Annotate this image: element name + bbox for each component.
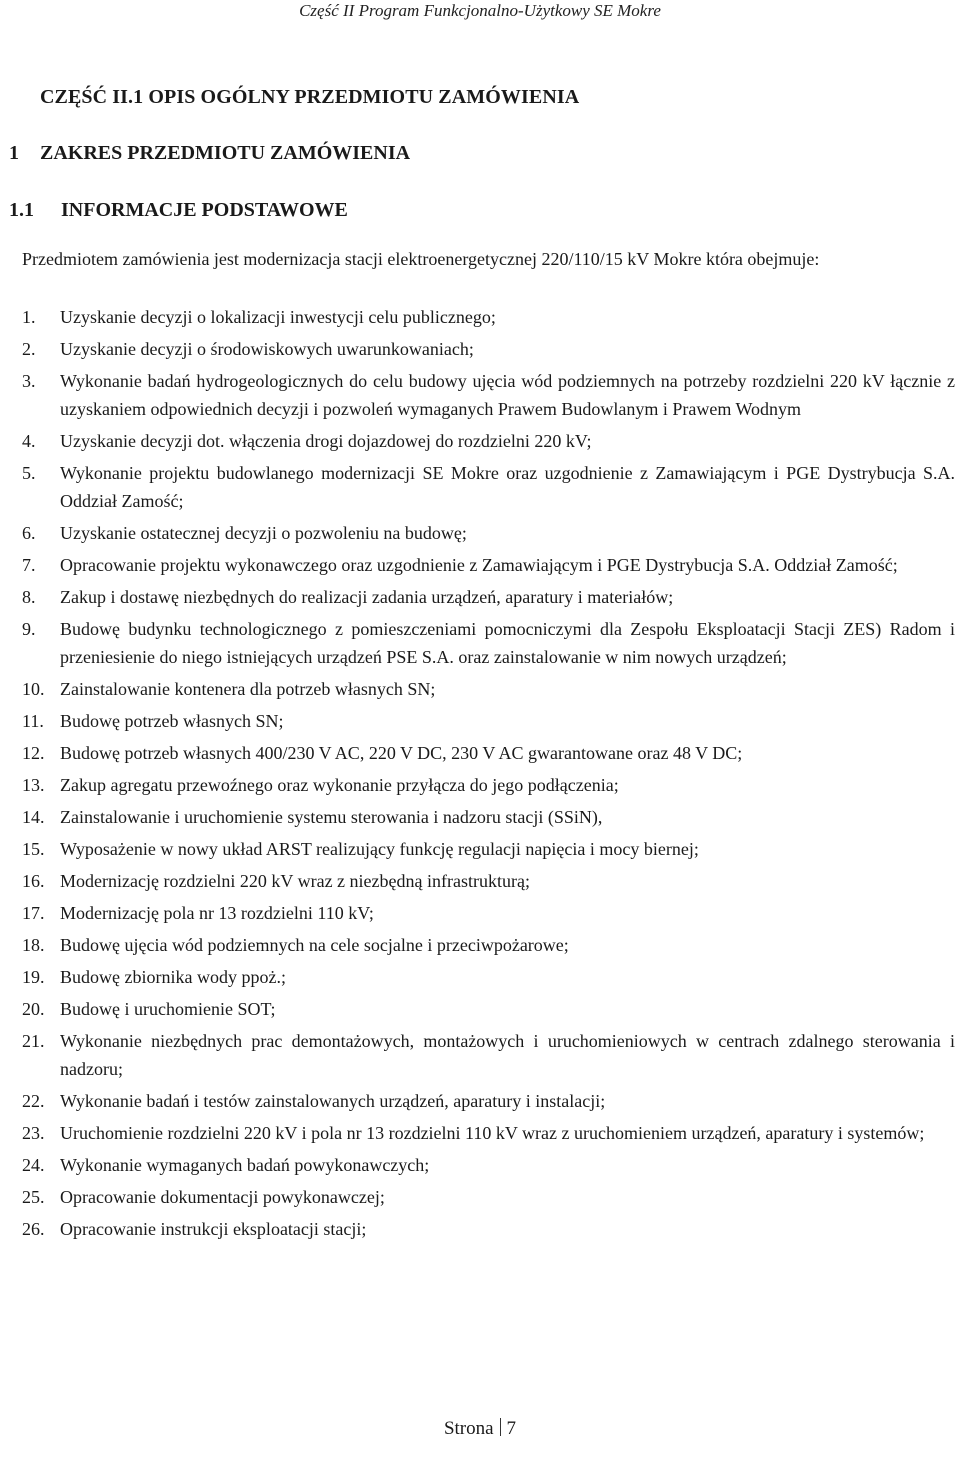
list-item [22,1215,955,1243]
item-number: 13. [22,775,45,795]
item-text: Budowę ujęcia wód podziemnych na cele socjalne i przeciwpożarowe; [60,935,569,955]
item-text: Opracowanie projektu wykonawczego oraz uzgodnienie z Zamawiającym i PGE Dystrybucja S.A. Oddział Zamość; [60,555,898,575]
list-item [22,899,955,927]
item-text: Budowę budynku technologicznego z pomieszczeniami pomocniczymi dla Zespołu Eksploatacji Stacji ZES) Radom i przeniesienie do niego istniejących urządzeń PSE S.A. oraz zainstalowanie w nim nowych urządzeń; [60,619,955,667]
footer-label: Strona [443,1418,494,1439]
list-item [22,835,955,863]
item-text: Zakup agregatu przewoźnego oraz wykonanie przyłącza do jego podłączenia; [60,775,619,795]
item-text: Uruchomienie rozdzielni 220 kV i pola nr 13 rozdzielni 110 kV wraz z uruchomieniem urządzeń, aparatury i systemów; [60,1123,925,1143]
item-text: Zainstalowanie kontenera dla potrzeb własnych SN; [60,679,436,699]
item-text: Budowę potrzeb własnych SN; [60,711,284,731]
item-text: Zainstalowanie i uruchomienie systemu sterowania i nadzoru stacji (SSiN), [60,807,603,827]
list-item [22,803,955,831]
page-number: 7 [506,1418,517,1439]
item-text: Budowę zbiornika wody ppoż.; [60,967,286,987]
list-item [22,551,955,579]
list-item [22,335,955,363]
section-number: 1 [9,142,19,164]
item-number: 22. [22,1091,45,1111]
list-item [22,995,955,1023]
list-item [22,519,955,547]
list-item [22,867,955,895]
list-item [22,303,955,331]
item-number: 14. [22,807,45,827]
item-text: Zakup i dostawę niezbędnych do realizacji zadania urządzeń, aparatury i materiałów; [60,587,674,607]
item-text: Wykonanie niezbędnych prac demontażowych, montażowych i uruchomieniowych w centrach zdalnego sterowania i nadzoru; [60,1031,955,1079]
item-text: Uzyskanie decyzji o środowiskowych uwarunkowaniach; [60,339,474,359]
item-number: 19. [22,967,45,987]
item-number: 6. [22,523,36,543]
item-text: Wykonanie projektu budowlanego modernizacji SE Mokre oraz uzgodnienie z Zamawiającym i PGE Dystrybucja S.A. Oddział Zamość; [60,463,955,511]
list-item [22,427,955,455]
list-item [22,1183,955,1211]
item-text: Budowę potrzeb własnych 400/230 V AC, 220 V DC, 230 V AC gwarantowane oraz 48 V DC; [60,743,743,763]
section-title: INFORMACJE PODSTAWOWE [61,199,348,221]
item-number: 7. [22,555,36,575]
item-text: Wykonanie badań hydrogeologicznych do celu budowy ujęcia wód podziemnych na potrzeby rozdzielni 220 kV łącznie z uzyskaniem odpowiednich decyzji i pozwoleń wymaganych Prawem Budowlanym i Prawem Wodnym [60,371,955,419]
item-number: 8. [22,587,36,607]
list-item [22,739,955,767]
running-header: Część II Program Funkcjonalno-Użytkowy SE Mokre [299,1,661,20]
list-item [22,367,955,423]
item-number: 9. [22,619,36,639]
item-text: Wykonanie wymaganych badań powykonawczych; [60,1155,430,1175]
scope-list [22,303,955,1247]
list-item [22,771,955,799]
item-number: 12. [22,743,45,763]
item-number: 17. [22,903,45,923]
item-number: 11. [22,711,44,731]
item-text: Modernizację rozdzielni 220 kV wraz z niezbędną infrastrukturą; [60,871,530,891]
item-text: Uzyskanie ostatecznej decyzji o pozwoleniu na budowę; [60,523,467,543]
item-number: 21. [22,1031,45,1051]
item-number: 1. [22,307,36,327]
item-text: Modernizację pola nr 13 rozdzielni 110 kV; [60,903,374,923]
item-number: 2. [22,339,36,359]
list-item [22,1119,955,1147]
item-number: 4. [22,431,36,451]
item-number: 3. [22,371,36,391]
item-text: Opracowanie dokumentacji powykonawczej; [60,1187,385,1207]
item-number: 20. [22,999,45,1019]
list-item [22,707,955,735]
item-number: 23. [22,1123,45,1143]
item-text: Uzyskanie decyzji dot. włączenia drogi dojazdowej do rozdzielni 220 kV; [60,431,592,451]
item-text: Uzyskanie decyzji o lokalizacji inwestycji celu publicznego; [60,307,496,327]
item-text: Wykonanie badań i testów zainstalowanych urządzeń, aparatury i instalacji; [60,1091,606,1111]
list-item [22,459,955,515]
item-number: 15. [22,839,45,859]
section-title: ZAKRES PRZEDMIOTU ZAMÓWIENIA [40,142,411,164]
item-text: Wyposażenie w nowy układ ARST realizujący funkcję regulacji napięcia i mocy biernej; [60,839,699,859]
footer-separator [500,1418,501,1436]
item-number: 18. [22,935,45,955]
list-item [22,1087,955,1115]
item-number: 16. [22,871,45,891]
item-number: 25. [22,1187,45,1207]
part-title: CZĘŚĆ II.1 OPIS OGÓLNY PRZEDMIOTU ZAMÓWIENIA [40,86,580,108]
item-text: Budowę i uruchomienie SOT; [60,999,276,1019]
section-heading-1 [9,142,410,165]
section-heading-1-1 [9,199,348,222]
list-item [22,675,955,703]
item-number: 24. [22,1155,45,1175]
item-number: 10. [22,679,45,699]
page-footer [0,1418,960,1440]
section-number: 1.1 [9,199,34,221]
list-item [22,963,955,991]
list-item [22,1027,955,1083]
item-number: 26. [22,1219,45,1239]
list-item [22,931,955,959]
item-number: 5. [22,463,36,483]
list-item [22,583,955,611]
list-item [22,1151,955,1179]
list-item [22,615,955,671]
intro-paragraph: Przedmiotem zamówienia jest modernizacja stacji elektroenergetycznej 220/110/15 kV Mokre która obejmuje: [22,249,820,269]
item-text: Opracowanie instrukcji eksploatacji stacji; [60,1219,367,1239]
